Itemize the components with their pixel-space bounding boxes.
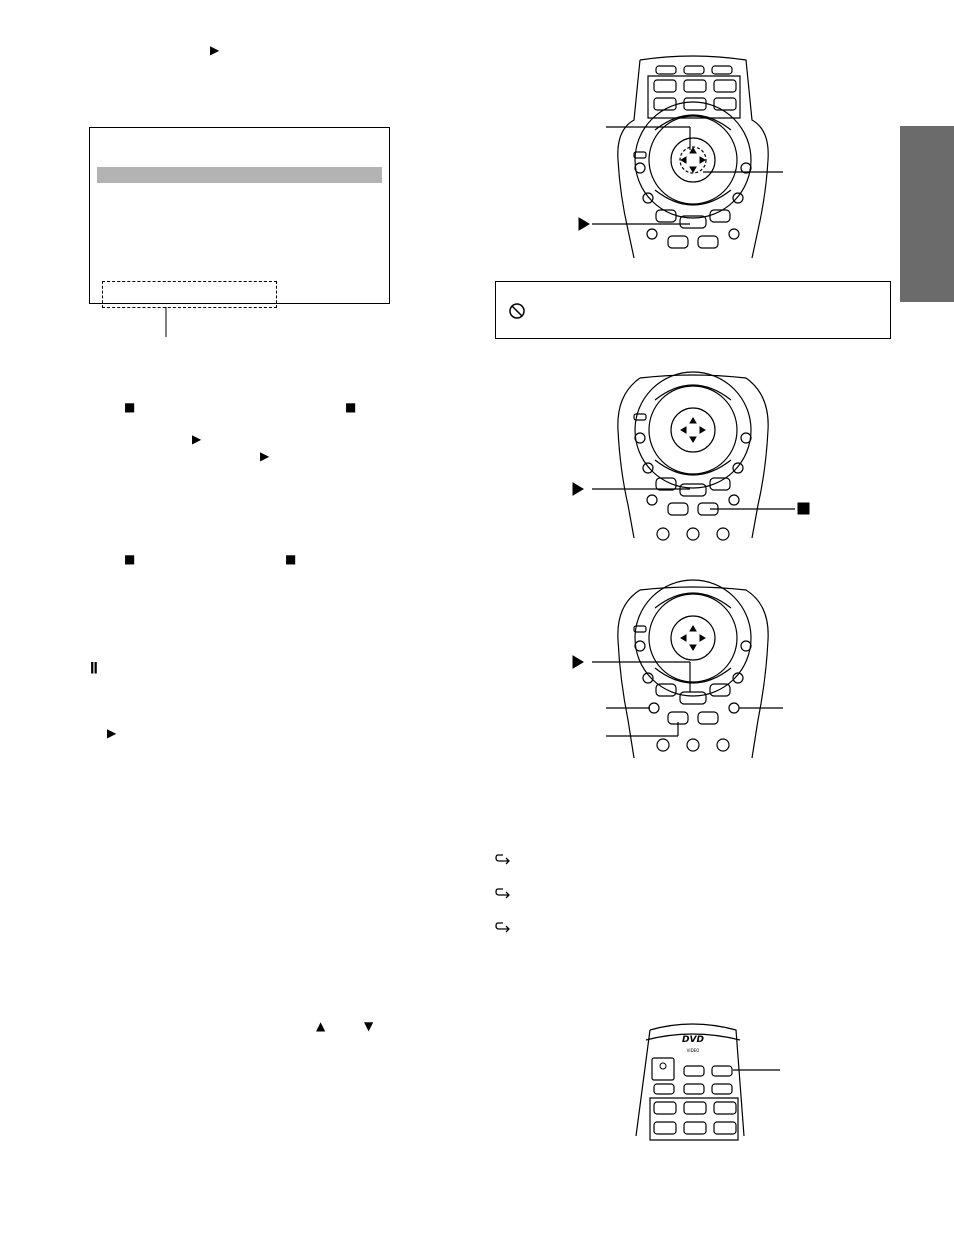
up-arrow-icon: ▲ — [316, 1019, 326, 1033]
stop-icon: ■ — [124, 552, 136, 566]
brand-label: VIDEO — [686, 1048, 700, 1053]
down-arrow-icon: ▼ — [364, 1019, 374, 1033]
stop-icon: ■ — [124, 400, 136, 414]
play-icon: ▶ — [260, 449, 270, 463]
play-icon: ▶ — [192, 432, 202, 446]
stop-icon: ■ — [345, 400, 357, 414]
pause-icon: ǁ — [90, 660, 98, 674]
dvd-logo: DVD — [682, 1035, 704, 1045]
stop-icon: ■ — [285, 552, 297, 566]
play-icon: ▶ — [107, 726, 117, 740]
play-icon: ▶ — [210, 43, 220, 57]
